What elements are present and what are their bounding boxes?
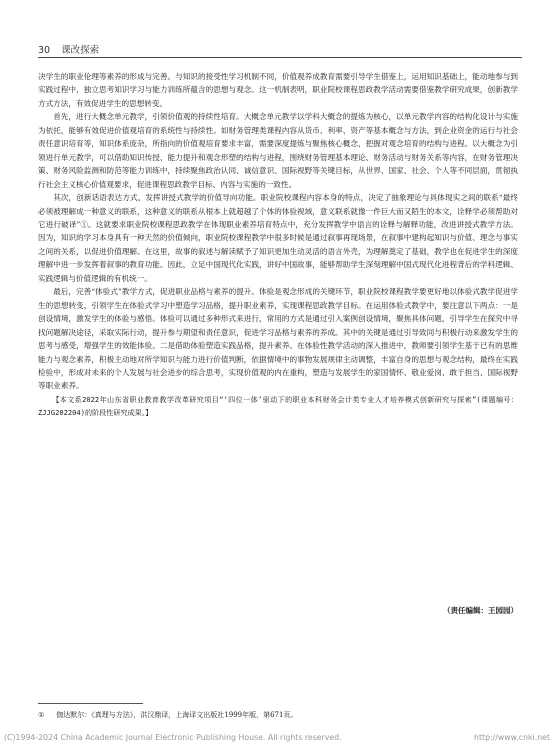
- paragraph-first-point: 首先，进行大概念单元教学，引领价值观的持续性培育。大概念单元教学以学科大概念的提炼为核心，以单元教学内容的结构化设计与实施为依托，能够有效促进价值观培育的系统性与持续性。如财务管理类课程内容从货币、利率、资产等基本概念与方法，到企业资金的运行与社会责任意识培育等，知识体系庞杂，所指向的价值观培育要求丰富，需要深度提炼与聚焦核心概念，把握对观念培育的结构与进程。以大概念为引领进行单元教学，可以借助知识传授、能力提升和观念形塑的结构与进程，围绕财务管理基本理论、财务活动与财务关系等内容，在财务管理决策、财务风险监测和防范等能力训练中，持续聚焦政治认同、诚信意识、国际视野等关键目标，从世界、国家、社会、个人等不同层面，贯彻执行社会主义核心价值观要求，促进课程思政教学目标、内容与实施的一致性。: [38, 112, 518, 189]
- paragraph-second-point: 其次，创新话语表达方式，发挥讲授式教学的价值导向功能。职业院校课程内容本身的特点，决定了抽象理论与具体现实之间的联系“最终必须被理解成一种意义的联系，这种意义的联系从根本上就超越了个体的体验视域，意义联系就像一件巨大而又陌生的本文，诠释学必须帮助对它进行破译”①。这就要求职业院校课程思政教学在体现职业素养培育特点中，充分发挥教学中语言的诠释与解释功能，改进讲授式教学方法。因为，知识的学习本身具有一种天然的价值倾向，职业院校课程教学中很多时候是通过叙事再现场景，在叙事中建构起知识与价值、理念与事实之间的关系，以促进价值理解。在这里，故事的叙述与解读赋予了知识更加生动灵活的语言外壳，为理解奠定了基础，教学也在促进学生的深度理解中进一步发挥着叙事的教育功能。因此，立足中国现代化实践，讲好中国故事，能够帮助学生深刻理解中国式现代化进程背后的学科逻辑、实践逻辑与价值逻辑的有机统一。: [38, 193, 518, 283]
- section-title: 课改探索: [61, 45, 100, 56]
- footnote: [38, 710, 518, 720]
- footnote-text: 伽达默尔：《真理与方法》，洪汉鼎译，上海译文出版社1999年版，第671页。: [56, 711, 298, 719]
- editor-credit: （责任编辑：王园园）: [443, 606, 518, 615]
- paragraph-third-point: 最后，完善“体验式”教学方式，促进职业品格与素养的提升。体验是观念形成的关键环节，职业院校课程教学要更好地以体验式教学促进学生的思想转变，引领学生在体验式学习中塑造学习品格，提升职业素养，实现课程思政教学目标。在运用体验式教学中，要注意以下两点：一是创设情境，激发学生的体验与感悟。体验可以通过多种形式来进行，常用的方式是通过引入案例创设情境，聚焦具体问题，引导学生在探究中寻找问题解决途径，采取实际行动，提升参与期望和责任意识，促进学习品格与素养的养成。其中的关键是通过引导致同与积极行动来激发学生的思考与感受，增强学生的效能体验。二是借助体验塑造实践品格，提升素养。在体验性教学活动的深入推进中，教师要引领学生基于已有的思维能力与观念素养，积极主动地对所学知识与能力进行价值判断，依据情境中的事物发展规律主动调整，丰富自身的思想与观念结构，最终在实践检验中，形成对未来的个人发展与社会进步的综合思考，实现价值观的内在重构，塑造与发展学生的家国情怀、敬业爱岗、敢于担当、国际视野等职业素养。: [38, 287, 518, 391]
- header-divider: [38, 57, 522, 58]
- running-header: [38, 42, 99, 56]
- copyright-text: (C)1994-2024 China Academic Journal Electronic Publishing House. All rights reserved.: [4, 733, 342, 742]
- paragraph-continuation: 决学生的职业伦理等素养的形成与完善。与知识的接受性学习机制不同，价值观养成教育需要引导学生借鉴上，运用知识基础上，能动地参与到实践过程中，独立思考知识学习与能力训练所蕴含的思想与观念。这一机制表明，职业院校课程思政教学活动需要借鉴教学研究成果，创新教学方式方法，有效促进学生的思想转变。: [38, 72, 518, 108]
- footnote-divider: [38, 703, 143, 704]
- article-body: [38, 70, 518, 420]
- funding-note: 【本文系2022年山东省职业教育教学改革研究项目“‘四位一体’驱动下的职业本科财务会计类专业人才培养模式创新研究与探索”(课题编号：ZJJG202204)的阶段性研究成果。】: [38, 394, 518, 418]
- page-number: 30: [38, 45, 51, 56]
- footnote-mark: ①: [38, 711, 45, 719]
- copyright-watermark: [4, 733, 550, 742]
- cnki-url: http://www.cnki.net: [474, 733, 550, 742]
